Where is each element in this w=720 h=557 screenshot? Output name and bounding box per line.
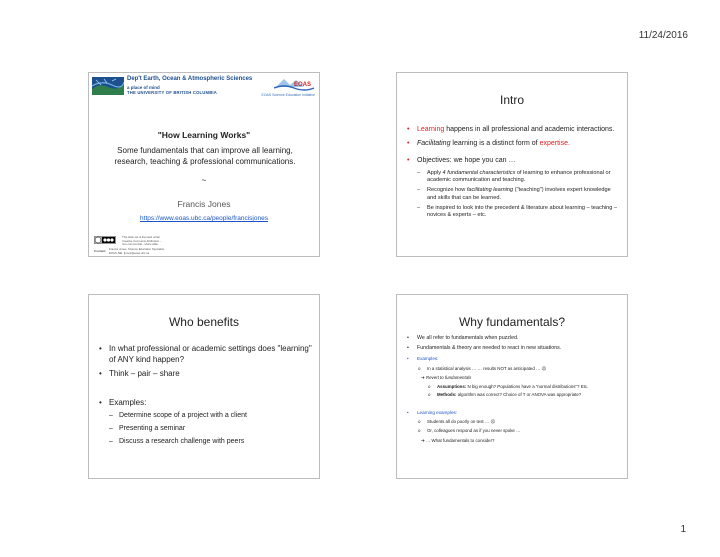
author-link[interactable]: https://www.eoas.ubc.ca/people/francisjones (140, 215, 268, 222)
department-name: Dep't Earth, Ocean & Atmospheric Sciences (127, 76, 253, 82)
list-item: • Think – pair – share (97, 368, 313, 379)
author-name: Francis Jones (177, 199, 231, 209)
list-subitem: – Discuss a research challenge with peers (97, 437, 313, 447)
list-subitem: ➔ Revert to fundamentals (421, 375, 472, 381)
list-subitem: o Students all do poorly on test … ☹ (405, 419, 623, 426)
list-item: • We all refer to fundamentals when puzzled. (405, 335, 623, 342)
bullet-list (405, 125, 621, 222)
slide-heading: Who benefits (168, 315, 240, 329)
list-item: • In what professional or academic settings does "learning" of ANY kind happen? (97, 343, 313, 365)
list-subitem: – Presenting a seminar (97, 424, 313, 434)
slide-why-fundamentals (396, 294, 628, 479)
creative-commons-icon (94, 236, 116, 244)
list-subitem: o Or, colleagues respond as if you never spoke … (405, 428, 623, 435)
separator: ~ (201, 176, 207, 185)
ubc-tagline: a place of mind (127, 85, 160, 90)
list-subitem: o Assumptions: N big enough? Populations have a "normal distributions"? Etc. (405, 384, 623, 391)
license-text: This slide set is licensed under Creative Commons Attribution - non-commercial - share alike. (122, 235, 161, 246)
list-item: • Examples: (97, 397, 313, 408)
talk-title: "How Learning Works" (157, 130, 251, 140)
list-subitem: – Apply 4 fundamental characteristics of learning to enhance professional or academic communication and teaching. (405, 170, 621, 186)
list-subitem: o In a statistical analysis … … results NOT as anticipated … ☹ (405, 366, 623, 373)
bullet-list (97, 343, 313, 450)
bullet-list (405, 335, 623, 446)
list-subitem: – Determine scope of a project with a client (97, 411, 313, 421)
eoas-subtitle: EOAS Science Education Initiative (261, 93, 315, 97)
list-subitem: – Be inspired to look into the precedent & literature about learning – teaching – novices & experts – etc. (405, 205, 621, 221)
list-subitem: ➔ … What fundamentals to consider? (421, 437, 495, 443)
list-subitem: – Recognize how facilitating learning ("teaching") involves expert knowledge and skills that can be learned. (405, 187, 621, 203)
eoas-logo-icon (274, 77, 314, 91)
contact-text: Francis Jones, Science Education Specialist, EOAS-SEI, fjones@eoas.ubc.ca (109, 247, 165, 255)
list-item: • Fundamentals & theory are needed to react in new situations. (405, 345, 623, 352)
svg-text:EOAS: EOAS (294, 82, 312, 88)
list-item: • Examples: (405, 355, 623, 362)
slide-date: 11/24/2016 (638, 30, 688, 41)
slide-heading: Why fundamentals? (458, 315, 566, 329)
ubc-crest-icon (92, 77, 124, 95)
list-item: • Learning examples: (405, 409, 623, 416)
list-item: • Objectives: we hope you can … (405, 156, 621, 166)
university-name: THE UNIVERSITY OF BRITISH COLUMBIA (127, 90, 218, 95)
list-item: • Learning happens in all professional and academic interactions. (405, 125, 621, 135)
slide-intro (396, 72, 628, 257)
contact-label: Contact: (94, 249, 107, 253)
slide-header (89, 73, 319, 101)
page-number: 1 (680, 524, 686, 535)
list-subitem: o Methods: algorithm was correct? Choice of T or ANOVA was appropriate? (405, 392, 623, 399)
list-item: • Facilitating learning is a distinct form of expertise. (405, 139, 621, 149)
talk-subtitle: Some fundamentals that can improve all learning, research, teaching & professional communications. (114, 146, 296, 166)
slide-heading: Intro (499, 93, 524, 107)
slide-title (88, 72, 320, 257)
slide-who-benefits (88, 294, 320, 479)
